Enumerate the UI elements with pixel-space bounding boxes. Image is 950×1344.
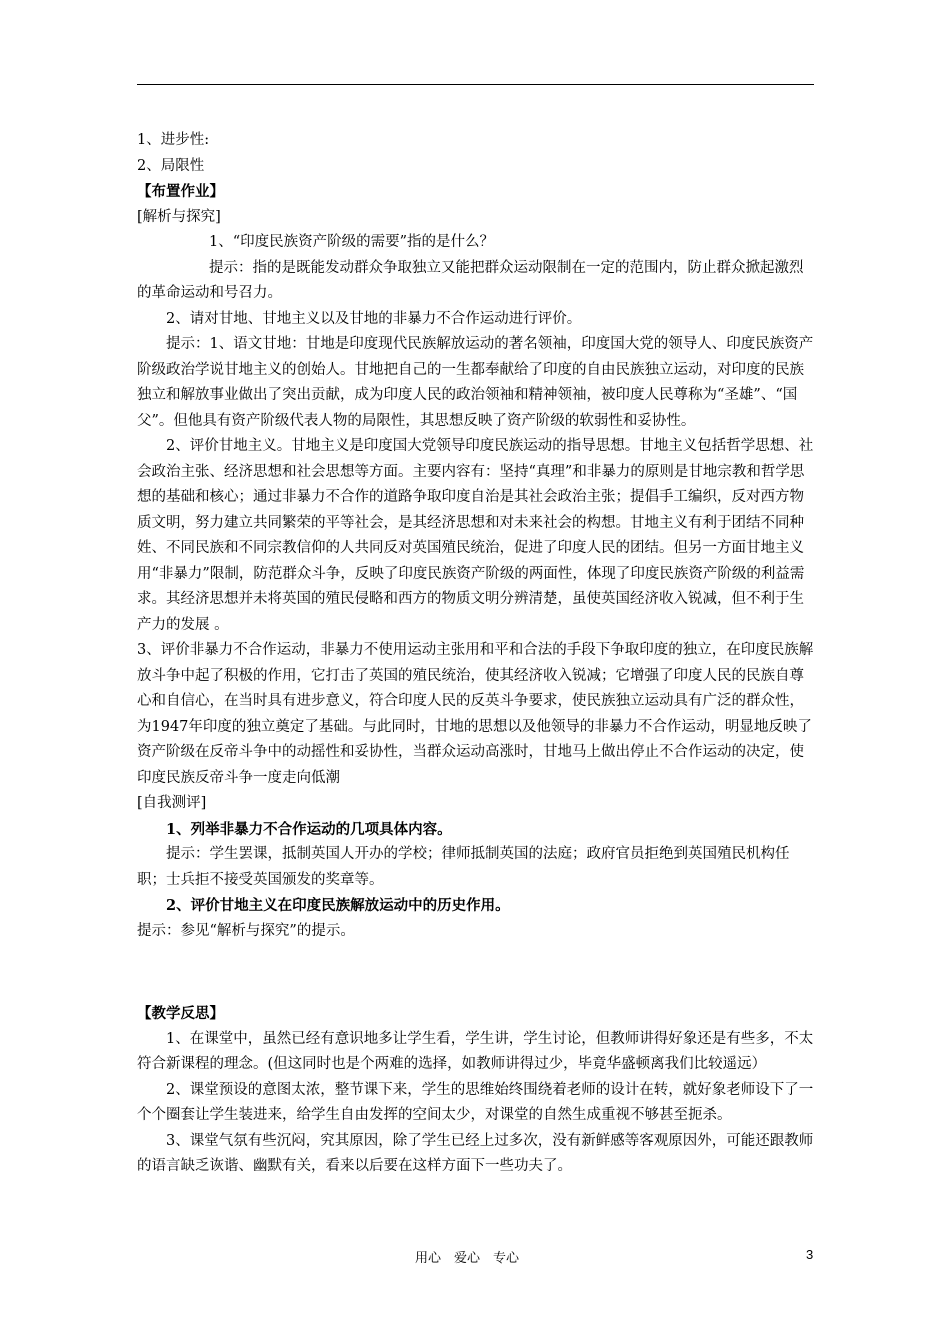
page-number: 3 — [806, 1247, 814, 1262]
footer-motto: 用心 爱心 专心 — [415, 1251, 520, 1266]
question-2: 2、请对甘地、甘地主义以及甘地的非暴力不合作运动进行评价。 — [166, 310, 582, 327]
question-2-hint-1: 提示：1、语文甘地：甘地是印度现代民族解放运动的著名领袖，印度国大党的领导人、印度民族资产阶级政治学说甘地主义的创始人。甘地把自己的一生都奉献给了印度的自由民族独立运动，对印度的民族独立和解放事业做出了突出贡献，成为印度人民的政治领袖和精神领袖，被印度人民尊称为“圣雄”、“国父”。但他具有资产阶级代表人物的局限性，其思想反映了资产阶级的软弱性和妥协性。 — [137, 336, 814, 429]
test-question-2-hint: 提示：参见“解析与探究”的提示。 — [137, 922, 355, 939]
reflection-heading: 【教学反思】 — [137, 1005, 224, 1022]
test-question-1-hint: 提示：学生罢课，抵制英国人开办的学校；律师抵制英国的法庭；政府官员拒绝到英国殖民机构任职；士兵拒不接受英国颁发的奖章等。 — [137, 846, 790, 888]
test-question-1: 1、列举非暴力不合作运动的几项具体内容。 — [166, 820, 452, 838]
reflection-3: 3、课堂气氛有些沉闷，究其原因，除了学生已经上过多次，没有新鲜感等客观原因外，可能还跟教师的语言缺乏诙谐、幽默有关，看来以后要在这样方面下一些功夫了。 — [137, 1132, 814, 1174]
reflection-1: 1、在课堂中，虽然已经有意识地多让学生看，学生讲，学生讨论，但教师讲得好象还是有些多，不太符合新课程的理念。(但这同时也是个两难的选择，如教师讲得过少，毕竟华盛顿离我们比较遥远） — [137, 1030, 814, 1072]
question-1: 1、“印度民族资产阶级的需要”指的是什么？ — [209, 234, 495, 250]
question-1-hint: 提示：指的是既能发动群众争取独立又能把群众运动限制在一定的范围内，防止群众掀起激烈的革命运动和号召力。 — [137, 259, 804, 301]
section-spacer — [137, 944, 814, 1001]
test-question-2: 2、评价甘地主义在印度民族解放运动中的历史作用。 — [166, 897, 510, 914]
document-body — [137, 128, 814, 1180]
reflection-2: 2、课堂预设的意图太浓，整节课下来，学生的思维始终围绕着老师的设计在转，就好象老师设下了一个个圈套让学生装进来，给学生自由发挥的空间太少，对课堂的自然生成重视不够甚至扼杀。 — [137, 1081, 814, 1123]
selftest-heading: [自我测评] — [137, 795, 207, 811]
progress-item: 1、进步性: — [137, 132, 210, 148]
header-rule — [137, 84, 814, 85]
limitation-item: 2、局限性 — [137, 157, 205, 174]
analysis-heading: [解析与探究] — [137, 208, 221, 225]
question-2-hint-3: 3、评价非暴力不合作运动，非暴力不使用运动主张用和平和合法的手段下争取印度的独立，在印度民族解放斗争中起了积极的作用，它打击了英国的殖民统治，使其经济收入锐减；它增强了印度人民的民族自尊心和自信心，在当时具有进步意义，符合印度人民的反英斗争要求，使民族独立运动具有广泛的群众性，为1947年印度的独立奠定了基础。与此同时，甘地的思想以及他领导的非暴力不合作运动，明显地反映了资产阶级在反帝斗争中的动摇性和妥协性，当群众运动高涨时，甘地马上做出停止不合作运动的决定，使印度民族反帝斗争一度走向低潮 — [137, 642, 814, 786]
homework-heading: 【布置作业】 — [137, 183, 224, 200]
question-2-hint-2: 2、评价甘地主义。甘地主义是印度国大党领导印度民族运动的指导思想。甘地主义包括哲学思想、社会政治主张、经济思想和社会思想等方面。主要内容有：坚持“真理”和非暴力的原则是甘地宗教和哲学思想的基础和核心；通过非暴力不合作的道路争取印度自治是其社会政治主张；提倡手工编织，反对西方物质文明，努力建立共同繁荣的平等社会，是其经济思想和对未来社会的构想。甘地主义有利于团结不同种姓、不同民族和不同宗教信仰的人共同反对英国殖民统治，促进了印度人民的团结。但另一方面甘地主义用“非暴力”限制，防范群众斗争，反映了印度民族资产阶级的两面性，体现了印度民族资产阶级的利益需求。其经济思想并未将英国的殖民侵略和西方的物质文明分辨清楚，虽使英国经济收入锐减，但不利于生产力的发展 。 — [137, 438, 814, 633]
